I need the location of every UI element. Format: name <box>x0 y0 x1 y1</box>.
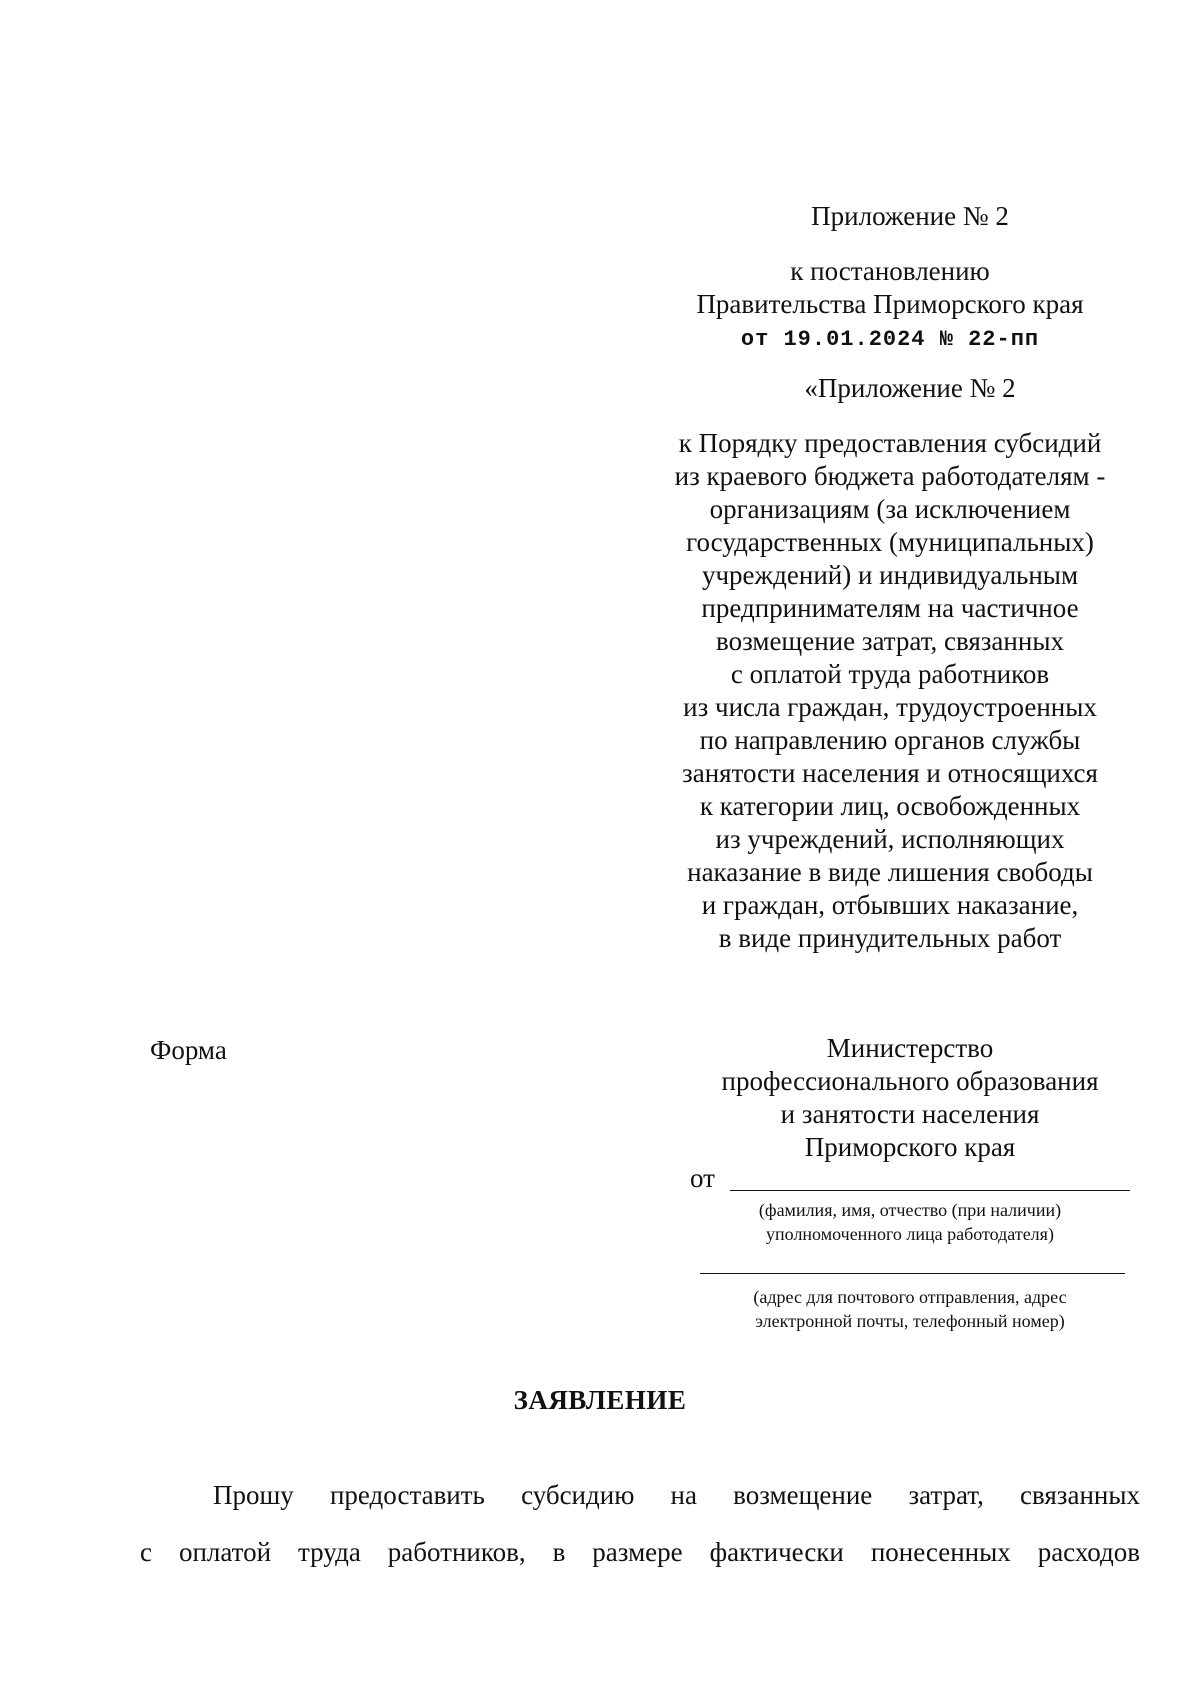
order-line: к категории лиц, освобожденных <box>699 791 1081 821</box>
order-line: из учреждений, исполняющих <box>715 824 1065 854</box>
appendix-header <box>700 200 1120 233</box>
address-caption-line-1: (адрес для почтового отправления, адрес <box>753 1287 1067 1307</box>
applicant-name-row <box>690 1163 1130 1195</box>
applicant-name-field[interactable] <box>730 1190 1130 1191</box>
order-line: к Порядку предоставления субсидий <box>678 428 1102 458</box>
appendix-title: Приложение № 2 <box>811 201 1009 231</box>
ministry-line: Министерство <box>826 1033 994 1063</box>
decree-line-1: к постановлению <box>790 256 990 286</box>
order-line: и граждан, отбывших наказание, <box>701 890 1079 920</box>
from-label: от <box>690 1163 715 1193</box>
order-line: с оплатой труда работников <box>730 659 1050 689</box>
address-caption-line-2: электронной почты, телефонный номер) <box>755 1311 1065 1331</box>
body-line-2: с оплатой труда работников, в размере фактически понесенных расходов <box>140 1537 1140 1567</box>
ministry-line: Приморского края <box>804 1132 1016 1162</box>
order-line: наказание в виде лишения свободы <box>687 857 1093 887</box>
order-line: государственных (муниципальных) <box>686 527 1094 557</box>
applicant-name-caption <box>690 1198 1130 1246</box>
order-line: занятости населения и относящихся <box>682 758 1098 788</box>
decree-line-2: Правительства Приморского края <box>696 289 1084 319</box>
applicant-address-field[interactable] <box>700 1273 1125 1274</box>
ministry-line: и занятости населения <box>780 1099 1040 1129</box>
document-title: ЗАЯВЛЕНИЕ <box>513 1385 687 1415</box>
application-body <box>140 1467 1140 1581</box>
order-line: из числа граждан, трудоустроенных <box>683 692 1097 722</box>
name-caption-line-2: уполномоченного лица работодателя) <box>766 1224 1054 1244</box>
quoted-appendix-title: «Приложение № 2 <box>804 373 1016 403</box>
decree-reference <box>640 255 1140 355</box>
body-line-1: Прошу предоставить субсидию на возмещение затрат, связанных <box>213 1480 1140 1510</box>
order-line: возмещение затрат, связанных <box>716 626 1064 656</box>
order-line: организациям (за исключением <box>709 494 1071 524</box>
order-line: из краевого бюджета работодателям - <box>674 461 1106 491</box>
order-line: предпринимателям на частичное <box>701 593 1079 623</box>
name-caption-line-1: (фамилия, имя, отчество (при наличии) <box>758 1200 1062 1220</box>
ministry-addressee <box>680 1032 1140 1164</box>
form-label: Форма <box>150 1035 227 1065</box>
applicant-address-caption <box>690 1285 1130 1333</box>
order-line: учреждений) и индивидуальным <box>701 560 1079 590</box>
order-line: по направлению органов службы <box>699 725 1081 755</box>
decree-date-number: от 19.01.2024 № 22-пп <box>740 327 1040 352</box>
ministry-line: профессионального образования <box>721 1066 1099 1096</box>
order-line: в виде принудительных работ <box>718 923 1062 953</box>
order-reference <box>640 427 1140 955</box>
quoted-appendix-header <box>700 372 1120 405</box>
